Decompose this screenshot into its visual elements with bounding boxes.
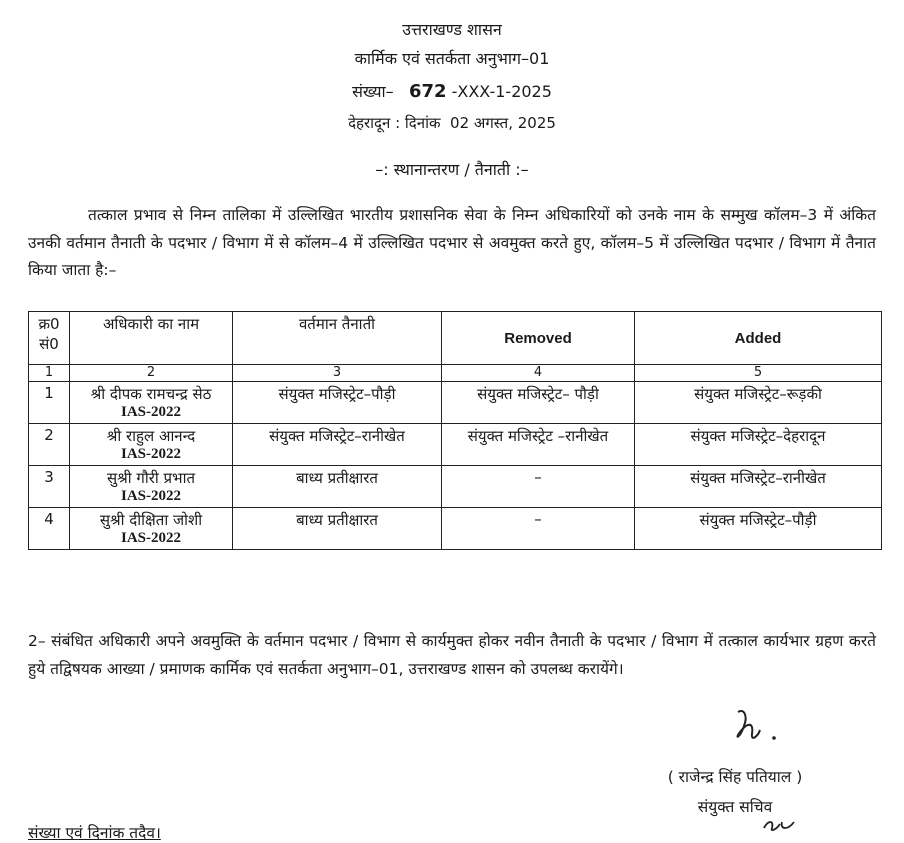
footer-note: संख्या एवं दिनांक तदैव। (28, 824, 161, 842)
removed-posting: – (442, 508, 635, 550)
signature-image (730, 706, 790, 748)
header-serial: क्र0 सं0 (29, 312, 70, 365)
removed-posting: – (442, 466, 635, 508)
added-posting: संयुक्त मजिस्ट्रेट–पौड़ी (635, 508, 882, 550)
current-posting: संयुक्त मजिस्ट्रेट–रानीखेत (233, 424, 442, 466)
officer-name: श्री राहुल आनन्द (106, 427, 196, 445)
table-row (29, 508, 882, 550)
row-serial: 2 (29, 424, 70, 466)
col-number: 2 (70, 365, 233, 382)
officer-name: सुश्री दीक्षिता जोशी (99, 511, 203, 529)
order-number (0, 80, 904, 102)
added-posting: संयुक्त मजिस्ट्रेट–देहरादून (635, 424, 882, 466)
officer-service: IAS-2022 (120, 404, 181, 420)
paragraph-2: 2– संबंधित अधिकारी अपने अवमुक्ति के वर्तमान पदभार / विभाग से कार्यमुक्त होकर नवीन तैनाती के पदभार / विभाग में तत्काल कार्यभार ग्रहण करते हुये तद्विषयक आख्या / प्रमाणक कार्मिक एवं सतर्कता अनुभाग–01, उत्तराखण्ड शासन को उपलब्ध करायेंगे। (28, 632, 876, 678)
col-number: 5 (635, 365, 882, 382)
col-number: 1 (29, 365, 70, 382)
order-date: 02 अगस्त, 2025 (450, 114, 556, 132)
table-row (29, 382, 882, 424)
officer-service: IAS-2022 (120, 530, 181, 546)
row-serial: 4 (29, 508, 70, 550)
header-added: Added (635, 312, 882, 365)
place-date-label: देहरादून : दिनांक (348, 114, 441, 132)
number-value: 672 (408, 81, 447, 102)
col-number: 3 (233, 365, 442, 382)
govt-heading: उत्तराखण्ड शासन (402, 20, 502, 39)
number-label: संख्या– (352, 82, 394, 101)
number-suffix: -XXX-1-2025 (451, 82, 552, 101)
column-number-row (29, 365, 882, 382)
officer-name: श्री दीपक रामचन्द्र सेठ (90, 385, 212, 403)
paragraph-1: तत्काल प्रभाव से निम्न तालिका में उल्लिखित भारतीय प्रशासनिक सेवा के निम्न अधिकारियों को उनके नाम के सम्मुख कॉलम–3 में अंकित उनकी वर्तमान तैनाती के पदभार / विभाग में से कॉलम–4 में उल्लिखित पदभार से अवमुक्त करते हुए, कॉलम–5 में उल्लिखित पदभार / विभाग में तैनात किया जाता है:– (28, 206, 876, 279)
header-removed: Removed (442, 312, 635, 365)
subject-heading: –: स्थानान्तरण / तैनाती :– (375, 160, 529, 179)
current-posting: बाध्य प्रतीक्षारत (233, 466, 442, 508)
table-row (29, 424, 882, 466)
officer-service: IAS-2022 (120, 446, 181, 462)
row-serial: 1 (29, 382, 70, 424)
header-current: वर्तमान तैनाती (233, 312, 442, 365)
added-posting: संयुक्त मजिस्ट्रेट–रानीखेत (635, 466, 882, 508)
current-posting: बाध्य प्रतीक्षारत (233, 508, 442, 550)
table-header-row (29, 312, 882, 365)
added-posting: संयुक्त मजिस्ट्रेट–रूड़की (635, 382, 882, 424)
officer-name-cell (70, 466, 233, 508)
officer-service: IAS-2022 (120, 488, 181, 504)
removed-posting: संयुक्त मजिस्ट्रेट –रानीखेत (442, 424, 635, 466)
col-number: 4 (442, 365, 635, 382)
removed-posting: संयुक्त मजिस्ट्रेट– पौड़ी (442, 382, 635, 424)
signatory-designation: संयुक्त सचिव (697, 798, 773, 816)
officer-name-cell (70, 508, 233, 550)
signatory-name: ( राजेन्द्र सिंह पतियाल ) (667, 768, 803, 786)
officer-name: सुश्री गौरी प्रभात (106, 469, 196, 487)
current-posting: संयुक्त मजिस्ट्रेट–पौड़ी (233, 382, 442, 424)
table-row (29, 466, 882, 508)
header-name: अधिकारी का नाम (70, 312, 233, 365)
section-heading: कार्मिक एवं सतर्कता अनुभाग–01 (354, 49, 550, 68)
transfer-table (28, 311, 882, 550)
place-date (0, 113, 904, 133)
row-serial: 3 (29, 466, 70, 508)
officer-name-cell (70, 382, 233, 424)
officer-name-cell (70, 424, 233, 466)
initials-image (760, 816, 800, 834)
